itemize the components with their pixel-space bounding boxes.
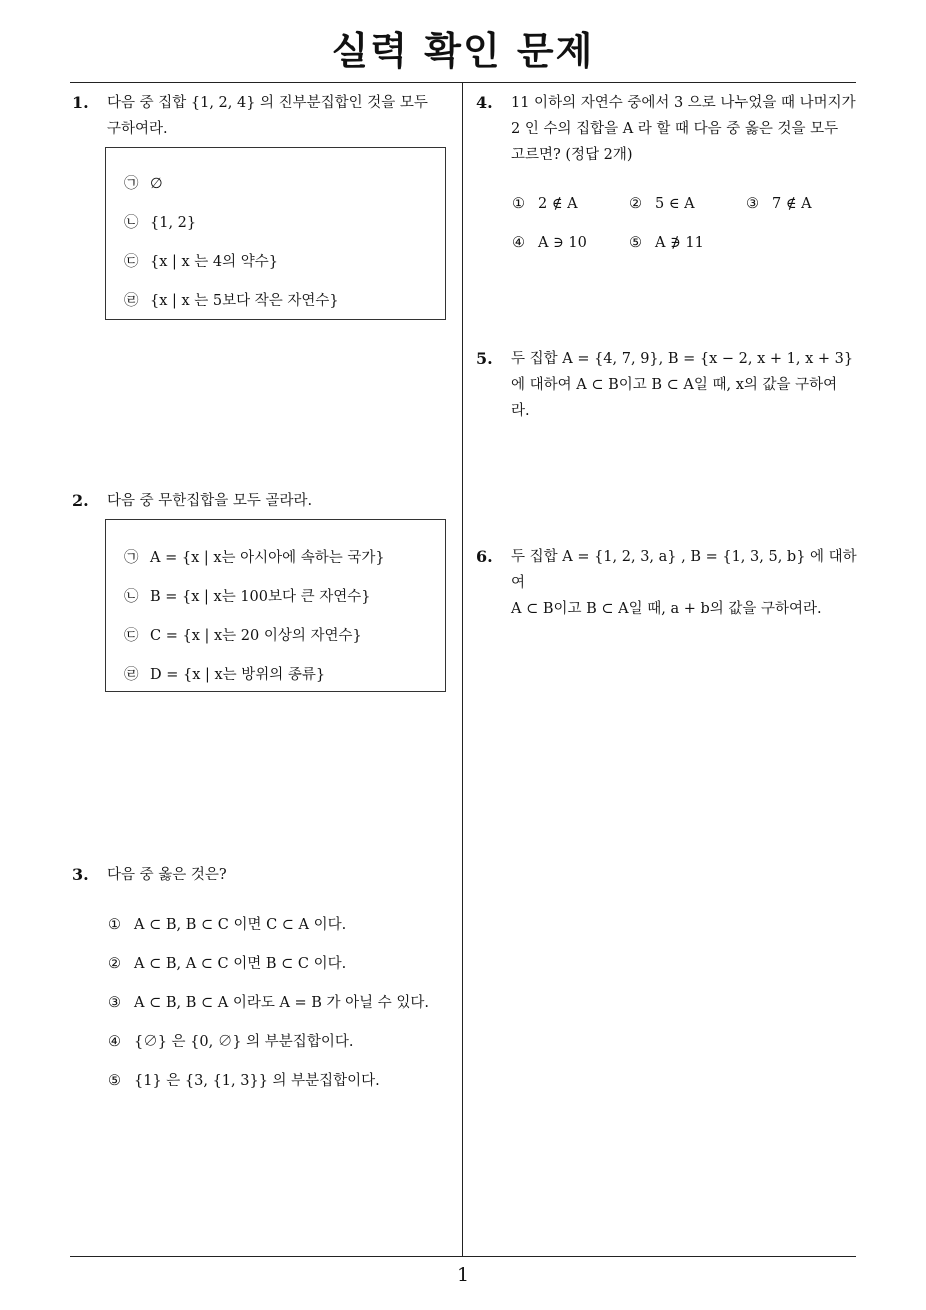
question-number: 5. xyxy=(476,349,493,368)
page-title: 실력 확인 문제 xyxy=(331,29,595,73)
question-text: 다음 중 무한집합을 모두 골라라. xyxy=(107,493,313,509)
q4-option-1: ① 2 ∉ A xyxy=(512,196,578,212)
q4-option-5: ⑤ A ∌ 11 xyxy=(629,235,704,251)
option-3: ㉢ {x | x 는 4의 약수} xyxy=(124,254,278,270)
option-4: ㉣ D = {x | x는 방위의 종류} xyxy=(124,667,326,683)
option-1: ㉠ ∅ xyxy=(124,176,163,192)
option-3: ㉢ C = {x | x는 20 이상의 자연수} xyxy=(124,628,362,644)
q3-option-4: ④ {∅} 은 {0, ∅} 의 부분집합이다. xyxy=(108,1034,354,1050)
question-text: 다음 중 집합 {1, 2, 4} 의 진부분집합인 것을 모두 구하여라. xyxy=(107,95,428,137)
question-5 xyxy=(476,346,861,424)
column-divider xyxy=(462,82,463,1257)
question-1 xyxy=(72,90,460,142)
question-number: 1. xyxy=(72,93,89,112)
question-6 xyxy=(476,544,861,622)
question-number: 3. xyxy=(72,865,89,884)
option-2: ㉡ {1, 2} xyxy=(124,215,197,231)
question-number: 4. xyxy=(476,93,493,112)
question-number: 6. xyxy=(476,547,493,566)
question-2 xyxy=(72,488,460,514)
q4-option-2: ② 5 ∈ A xyxy=(629,196,695,212)
question-text: 다음 중 옳은 것은? xyxy=(107,867,227,883)
question-4 xyxy=(476,90,861,168)
question-number: 2. xyxy=(72,491,89,510)
q3-option-5: ⑤ {1} 은 {3, {1, 3}} 의 부분집합이다. xyxy=(108,1073,380,1089)
q3-option-2: ② A ⊂ B, A ⊂ C 이면 B ⊂ C 이다. xyxy=(108,956,347,972)
q1-options-box xyxy=(105,147,446,320)
question-text: 두 집합 A = {1, 2, 3, a} , B = {1, 3, 5, b} 에 대하여 A ⊂ B이고 B ⊂ A일 때, a + b의 값을 구하여라. xyxy=(511,549,857,617)
option-4: ㉣ {x | x 는 5보다 작은 자연수} xyxy=(124,293,339,309)
q2-options-box xyxy=(105,519,446,692)
question-3 xyxy=(72,862,460,888)
q3-option-3: ③ A ⊂ B, B ⊂ A 이라도 A = B 가 아닐 수 있다. xyxy=(108,995,430,1011)
option-2: ㉡ B = {x | x는 100보다 큰 자연수} xyxy=(124,589,371,605)
q4-option-3: ③ 7 ∉ A xyxy=(746,196,812,212)
bottom-rule xyxy=(70,1256,856,1257)
q3-option-1: ① A ⊂ B, B ⊂ C 이면 C ⊂ A 이다. xyxy=(108,917,347,933)
option-1: ㉠ A = {x | x는 아시아에 속하는 국가} xyxy=(124,550,385,566)
question-text: 두 집합 A = {4, 7, 9}, B = {x − 2, x + 1, x + 3} 에 대하여 A ⊂ B이고 B ⊂ A일 때, x의 값을 구하여 라. xyxy=(511,351,854,419)
top-rule xyxy=(70,82,856,83)
question-text: 11 이하의 자연수 중에서 3 으로 나누었을 때 나머지가 2 인 수의 집합을 A 라 할 때 다음 중 옳은 것을 모두 고르면? (정답 2개) xyxy=(511,95,856,163)
page-number: 1 xyxy=(456,1264,470,1286)
q4-option-4: ④ A ∋ 10 xyxy=(512,235,587,251)
